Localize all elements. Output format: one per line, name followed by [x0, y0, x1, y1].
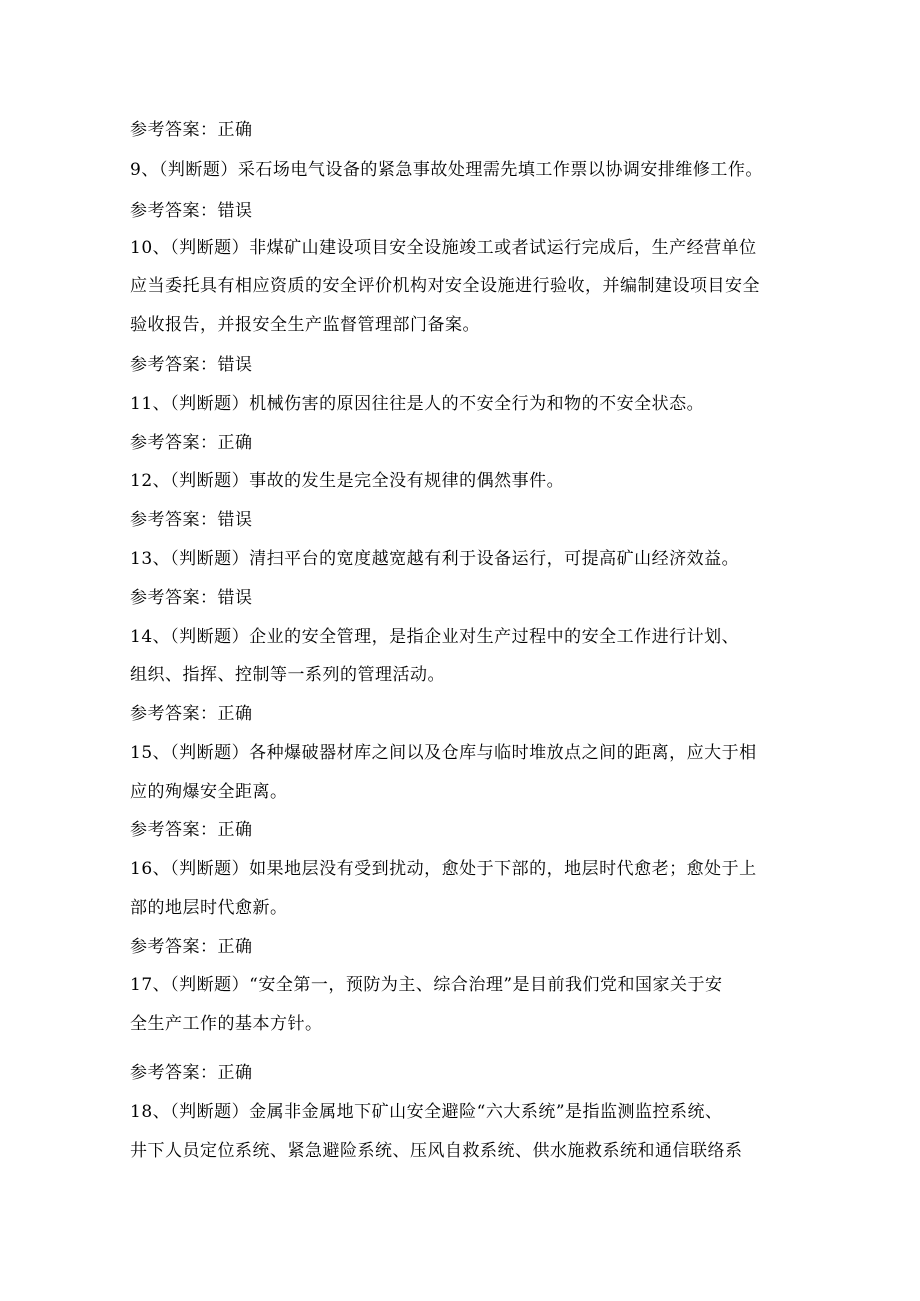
answer-line: 参考答案：正确 — [130, 820, 253, 840]
answer-line: 参考答案：正确 — [130, 433, 253, 453]
answer-line: 参考答案：正确 — [130, 937, 253, 957]
question-line: 部的地层时代愈新。 — [130, 898, 288, 918]
question-line: 16、（判断题）如果地层没有受到扰动，愈处于下部的，地层时代愈老；愈处于上 — [130, 859, 757, 879]
question-line: 组织、指挥、控制等一系列的管理活动。 — [130, 665, 445, 685]
question-line: 全生产工作的基本方针。 — [130, 1014, 323, 1034]
question-line: 10、（判断题）非煤矿山建设项目安全设施竣工或者试运行完成后，生产经营单位 — [130, 238, 757, 258]
answer-line: 参考答案：错误 — [130, 201, 253, 221]
question-line: 15、（判断题）各种爆破器材库之间以及仓库与临时堆放点之间的距离，应大于相 — [130, 743, 757, 763]
question-line: 14、（判断题）企业的安全管理，是指企业对生产过程中的安全工作进行计划、 — [130, 627, 740, 647]
question-line: 18、（判断题）金属非金属地下矿山安全避险“六大系统”是指监测监控系统、 — [130, 1102, 723, 1122]
question-line: 验收报告，并报安全生产监督管理部门备案。 — [130, 315, 480, 335]
answer-line: 参考答案：错误 — [130, 355, 253, 375]
question-line: 应当委托具有相应资质的安全评价机构对安全设施进行验收，并编制建设项目安全 — [130, 276, 760, 296]
answer-line: 参考答案：错误 — [130, 588, 253, 608]
question-line: 11、（判断题）机械伤害的原因往往是人的不安全行为和物的不安全状态。 — [130, 394, 705, 414]
question-line: 13、（判断题）清扫平台的宽度越宽越有利于设备运行，可提高矿山经济效益。 — [130, 549, 740, 569]
answer-line: 参考答案：错误 — [130, 510, 253, 530]
question-line: 17、（判断题）“安全第一，预防为主、综合治理”是目前我们党和国家关于安 — [130, 975, 723, 995]
question-line: 9、（判断题）采石场电气设备的紧急事故处理需先填工作票以协调安排维修工作。 — [130, 160, 763, 180]
answer-line: 参考答案：正确 — [130, 1063, 253, 1083]
question-line: 应的殉爆安全距离。 — [130, 782, 288, 802]
answer-line: 参考答案：正确 — [130, 120, 253, 140]
question-line: 12、（判断题）事故的发生是完全没有规律的偶然事件。 — [130, 471, 565, 491]
question-line: 井下人员定位系统、紧急避险系统、压风自救系统、供水施救系统和通信联络系 — [130, 1141, 743, 1161]
answer-line: 参考答案：正确 — [130, 704, 253, 724]
